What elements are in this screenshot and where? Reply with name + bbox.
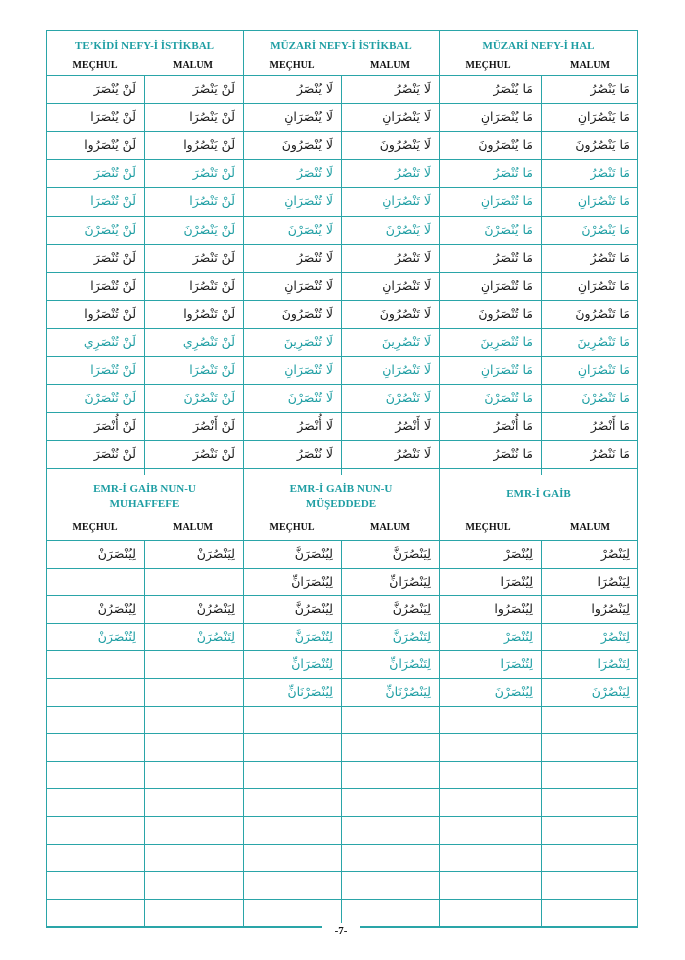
table-cell: لَنْ تَنْصُرَا	[189, 277, 235, 293]
table-cell: مَا يُنْصَرَانِ	[480, 109, 533, 125]
table-cell: لَنْ تُنْصَرَا	[90, 362, 136, 377]
table-cell: لَنْ يَنْصُرَ	[192, 81, 235, 96]
table-cell: لَا يُنْصَرْنَ	[287, 221, 333, 237]
table-cell: لَنْ تَنْصُرَ	[192, 249, 235, 265]
table-cell: لَنْ يَنْصُرَا	[189, 109, 235, 125]
table-cell: لَنْ تَنْصُرَ	[192, 165, 235, 181]
table-cell: مَا تُنْصَرَانِ	[480, 193, 533, 209]
table-cell: لَا تَنْصُرُونَ	[379, 305, 431, 321]
table-cell: لِيَنْصُرْنَانِّ	[385, 684, 431, 699]
table-cell: مَا تَنْصُرُ	[590, 249, 630, 265]
table-cell: لَا نَنْصُرُ	[394, 446, 431, 462]
table-cell: لِيَنْصُرَا	[597, 573, 630, 589]
table-cell: لَنْ أُنْصَرَ	[94, 418, 136, 434]
table-cell: لَا تُنْصَرُونَ	[281, 305, 333, 321]
table-cell: لِيُنْصَرْنَ	[494, 684, 533, 699]
meçhul-header: MEÇHUL	[465, 60, 511, 71]
table-cell: لَا نُنْصَرُ	[296, 446, 333, 462]
table-cell: لِيُنْصَرُوا	[494, 601, 533, 617]
table-cell: لِتُنْصَرَا	[500, 656, 533, 672]
meçhul-header: MEÇHUL	[465, 522, 511, 533]
table-cell: لَا يَنْصُرُ	[394, 81, 431, 96]
row-rule	[46, 468, 638, 469]
table-cell: مَا أُنْصَرُ	[493, 418, 533, 434]
meçhul-header: MEÇHUL	[269, 60, 315, 71]
section-title: MÜZARİ NEFY-İ İSTİKBAL	[270, 40, 412, 52]
table-cell: لَا تُنْصَرُ	[296, 165, 333, 181]
table-cell: لِتُنْصَرَنَّ	[294, 628, 333, 644]
table-cell: لَنْ يَنْصُرُوا	[183, 137, 235, 153]
table-cell: لَنْ يُنْصَرْنَ	[84, 221, 136, 237]
table-cell: لِتَنْصُرَانِّ	[389, 656, 431, 672]
table-cell: مَا يُنْصَرُونَ	[478, 137, 533, 153]
section-title-line2: MÜŞEDDEDE	[305, 498, 377, 510]
row-rule	[46, 871, 638, 872]
table-cell: لَنْ يُنْصَرُوا	[84, 137, 136, 153]
table-cell: لَنْ يُنْصَرَ	[93, 81, 136, 96]
section-divider	[439, 30, 440, 928]
table-cell: لِيُنْصَرَنَّ	[294, 546, 333, 561]
row-rule	[46, 761, 638, 762]
table-cell: مَا يَنْصُرَانِ	[577, 109, 630, 125]
table-cell: مَا تُنْصَرُونَ	[478, 305, 533, 321]
table-cell: لَا يَنْصُرْنَ	[385, 221, 431, 237]
table-cell: لَا تُنْصَرْنَ	[287, 390, 333, 406]
malum-header: MALUM	[173, 60, 213, 71]
malum-header: MALUM	[370, 522, 410, 533]
malum-header: MALUM	[570, 522, 610, 533]
table-cell: لَنْ تُنْصَرَا	[90, 277, 136, 293]
table-cell: لِتُنْصَرَنْ	[97, 628, 136, 644]
table-cell: مَا تَنْصُرْنَ	[581, 390, 630, 406]
table-cell: لَنْ تُنْصَرُوا	[84, 305, 136, 321]
meçhul-header: MEÇHUL	[72, 522, 118, 533]
table-cell: لَا يُنْصَرُونَ	[281, 137, 333, 153]
table-cell: مَا تُنْصَرُ	[493, 249, 533, 265]
table-cell: لَا تُنْصَرِينَ	[283, 333, 333, 349]
table-cell: لَا تُنْصَرَانِ	[284, 193, 333, 209]
table-cell: لَا تَنْصُرَانِ	[382, 277, 431, 293]
table-cell: مَا تُنْصَرَانِ	[480, 277, 533, 293]
table-cell: لَا تَنْصُرِينَ	[381, 333, 431, 349]
table-cell: لَنْ تُنْصَرَ	[93, 165, 136, 181]
table-cell: لَا تَنْصُرُ	[394, 249, 431, 265]
table-cell: لَنْ تَنْصُرِي	[182, 333, 235, 349]
table-cell: لِيَنْصُرُنَّ	[392, 601, 431, 617]
table-cell: لِتُنْصَرْ	[503, 628, 533, 644]
table-cell: لِيَنْصُرُوا	[591, 601, 630, 617]
table-cell: مَا تَنْصُرُ	[590, 165, 630, 181]
page-number: -7-	[322, 923, 360, 939]
table-cell: مَا يَنْصُرُونَ	[575, 137, 630, 153]
section-title: EMR-İ GAİB NUN-U	[93, 483, 196, 495]
table-cell: مَا يَنْصُرْنَ	[581, 221, 630, 237]
table-cell: لَا تُنْصَرَانِ	[284, 277, 333, 293]
table-cell: لِيُنْصَرَنْ	[97, 546, 136, 561]
table-cell: لَا تَنْصُرُ	[394, 165, 431, 181]
table-cell: لَا تَنْصُرَانِ	[382, 362, 431, 377]
table-cell: لِيُنْصَرُنَّ	[294, 601, 333, 617]
section-title: EMR-İ GAİB	[506, 488, 571, 500]
table-cell: لَا تُنْصَرَانِ	[284, 362, 333, 377]
table-cell: لَنْ تُنْصَرْنَ	[84, 390, 136, 406]
row-rule	[46, 844, 638, 845]
table-cell: مَا تَنْصُرُونَ	[575, 305, 630, 321]
table-cell: لِيَنْصُرُنْ	[196, 601, 235, 617]
table-cell: لَا يُنْصَرُ	[296, 81, 333, 96]
table-cell: لِيَنْصُرْ	[600, 546, 630, 561]
table-cell: مَا نَنْصُرُ	[590, 446, 630, 462]
table-cell: مَا تُنْصَرَانِ	[480, 362, 533, 377]
table-cell: لَنْ تَنْصُرْنَ	[183, 390, 235, 406]
table-cell: لَا يَنْصُرُونَ	[379, 137, 431, 153]
table-cell: لَنْ تَنْصُرَا	[189, 362, 235, 377]
table-cell: لِيُنْصَرَا	[500, 573, 533, 589]
table-cell: مَا تَنْصُرَانِ	[577, 193, 630, 209]
table-cell: لَنْ تُنْصَرَا	[90, 193, 136, 209]
table-cell: مَا تَنْصُرَانِ	[577, 277, 630, 293]
table-cell: لَا أَنْصُرُ	[395, 418, 431, 434]
table-cell: لِيَنْصُرَانِّ	[389, 573, 431, 589]
section-title: EMR-İ GAİB NUN-U	[289, 483, 393, 495]
table-cell: مَا يَنْصُرُ	[590, 81, 630, 96]
table-cell: لَنْ تُنْصَرَ	[93, 249, 136, 265]
row-rule	[46, 816, 638, 817]
table-cell: مَا نُنْصَرُ	[493, 446, 533, 462]
row-rule	[46, 788, 638, 789]
table-cell: لَنْ يُنْصَرَا	[90, 109, 136, 125]
table-cell: لِتَنْصُرَنَّ	[392, 628, 431, 644]
row-rule	[46, 899, 638, 900]
row-rule	[46, 733, 638, 734]
malum-header: MALUM	[370, 60, 410, 71]
meçhul-header: MEÇHUL	[72, 60, 118, 71]
table-cell: لَنْ نُنْصَرَ	[93, 446, 136, 462]
table-cell: لَا تَنْصُرَانِ	[382, 193, 431, 209]
table-cell: لِيَنْصُرَنْ	[196, 546, 235, 561]
table-cell: مَا تَنْصُرَانِ	[577, 362, 630, 377]
table-cell: لِتَنْصُرْ	[600, 628, 630, 644]
table-cell: مَا تُنْصَرِينَ	[480, 333, 533, 349]
meçhul-header: MEÇHUL	[269, 522, 315, 533]
table-cell: لِيَنْصُرْنَ	[591, 684, 630, 699]
table-cell: لِتُنْصَرَانِّ	[291, 656, 333, 672]
table-cell: مَا تُنْصَرْنَ	[484, 390, 533, 406]
column-divider	[341, 75, 342, 475]
table-cell: لَا تُنْصَرُ	[296, 249, 333, 265]
table-cell: لِيُنْصَرَانِّ	[291, 573, 333, 589]
table-cell: لِيُنْصَرُنْ	[97, 601, 136, 617]
table-cell: لَنْ تَنْصُرَا	[189, 193, 235, 209]
table-cell: لِيُنْصَرْ	[503, 546, 533, 561]
table-cell: مَا تُنْصَرُ	[493, 165, 533, 181]
table-cell: لَنْ تَنْصُرُوا	[183, 305, 235, 321]
section-divider	[243, 30, 244, 928]
table-cell: لَا يُنْصَرَانِ	[284, 109, 333, 125]
table-cell: مَا يُنْصَرْنَ	[484, 221, 533, 237]
section-title: MÜZARİ NEFY-İ HAL	[482, 40, 595, 52]
table-cell: لَا أُنْصَرُ	[297, 418, 333, 434]
table-cell: مَا تَنْصُرِينَ	[577, 333, 630, 349]
malum-header: MALUM	[570, 60, 610, 71]
table-cell: مَا أَنْصُرُ	[590, 418, 630, 434]
section-title-line2: MUHAFFEFE	[109, 498, 180, 510]
table-cell: لَنْ يَنْصُرْنَ	[183, 221, 235, 237]
section-title: TE’KİDİ NEFY-İ İSTİKBAL	[75, 40, 214, 52]
column-divider	[541, 75, 542, 475]
column-divider	[144, 75, 145, 475]
table-cell: لِيَنْصُرَنَّ	[392, 546, 431, 561]
table-cell: لِتَنْصُرَا	[597, 656, 630, 672]
table-cell: لِيُنْصَرْنَانِّ	[287, 684, 333, 699]
table-cell: لَنْ أَنْصُرَ	[193, 418, 235, 434]
table-cell: لِتَنْصُرَنْ	[196, 628, 235, 644]
malum-header: MALUM	[173, 522, 213, 533]
table-cell: لَنْ نَنْصُرَ	[192, 446, 235, 462]
table-cell: مَا يُنْصَرُ	[493, 81, 533, 96]
table-cell: لَا يَنْصُرَانِ	[382, 109, 431, 125]
table-cell: لَنْ تُنْصَرِي	[83, 333, 136, 349]
table-cell: لَا تَنْصُرْنَ	[385, 390, 431, 406]
